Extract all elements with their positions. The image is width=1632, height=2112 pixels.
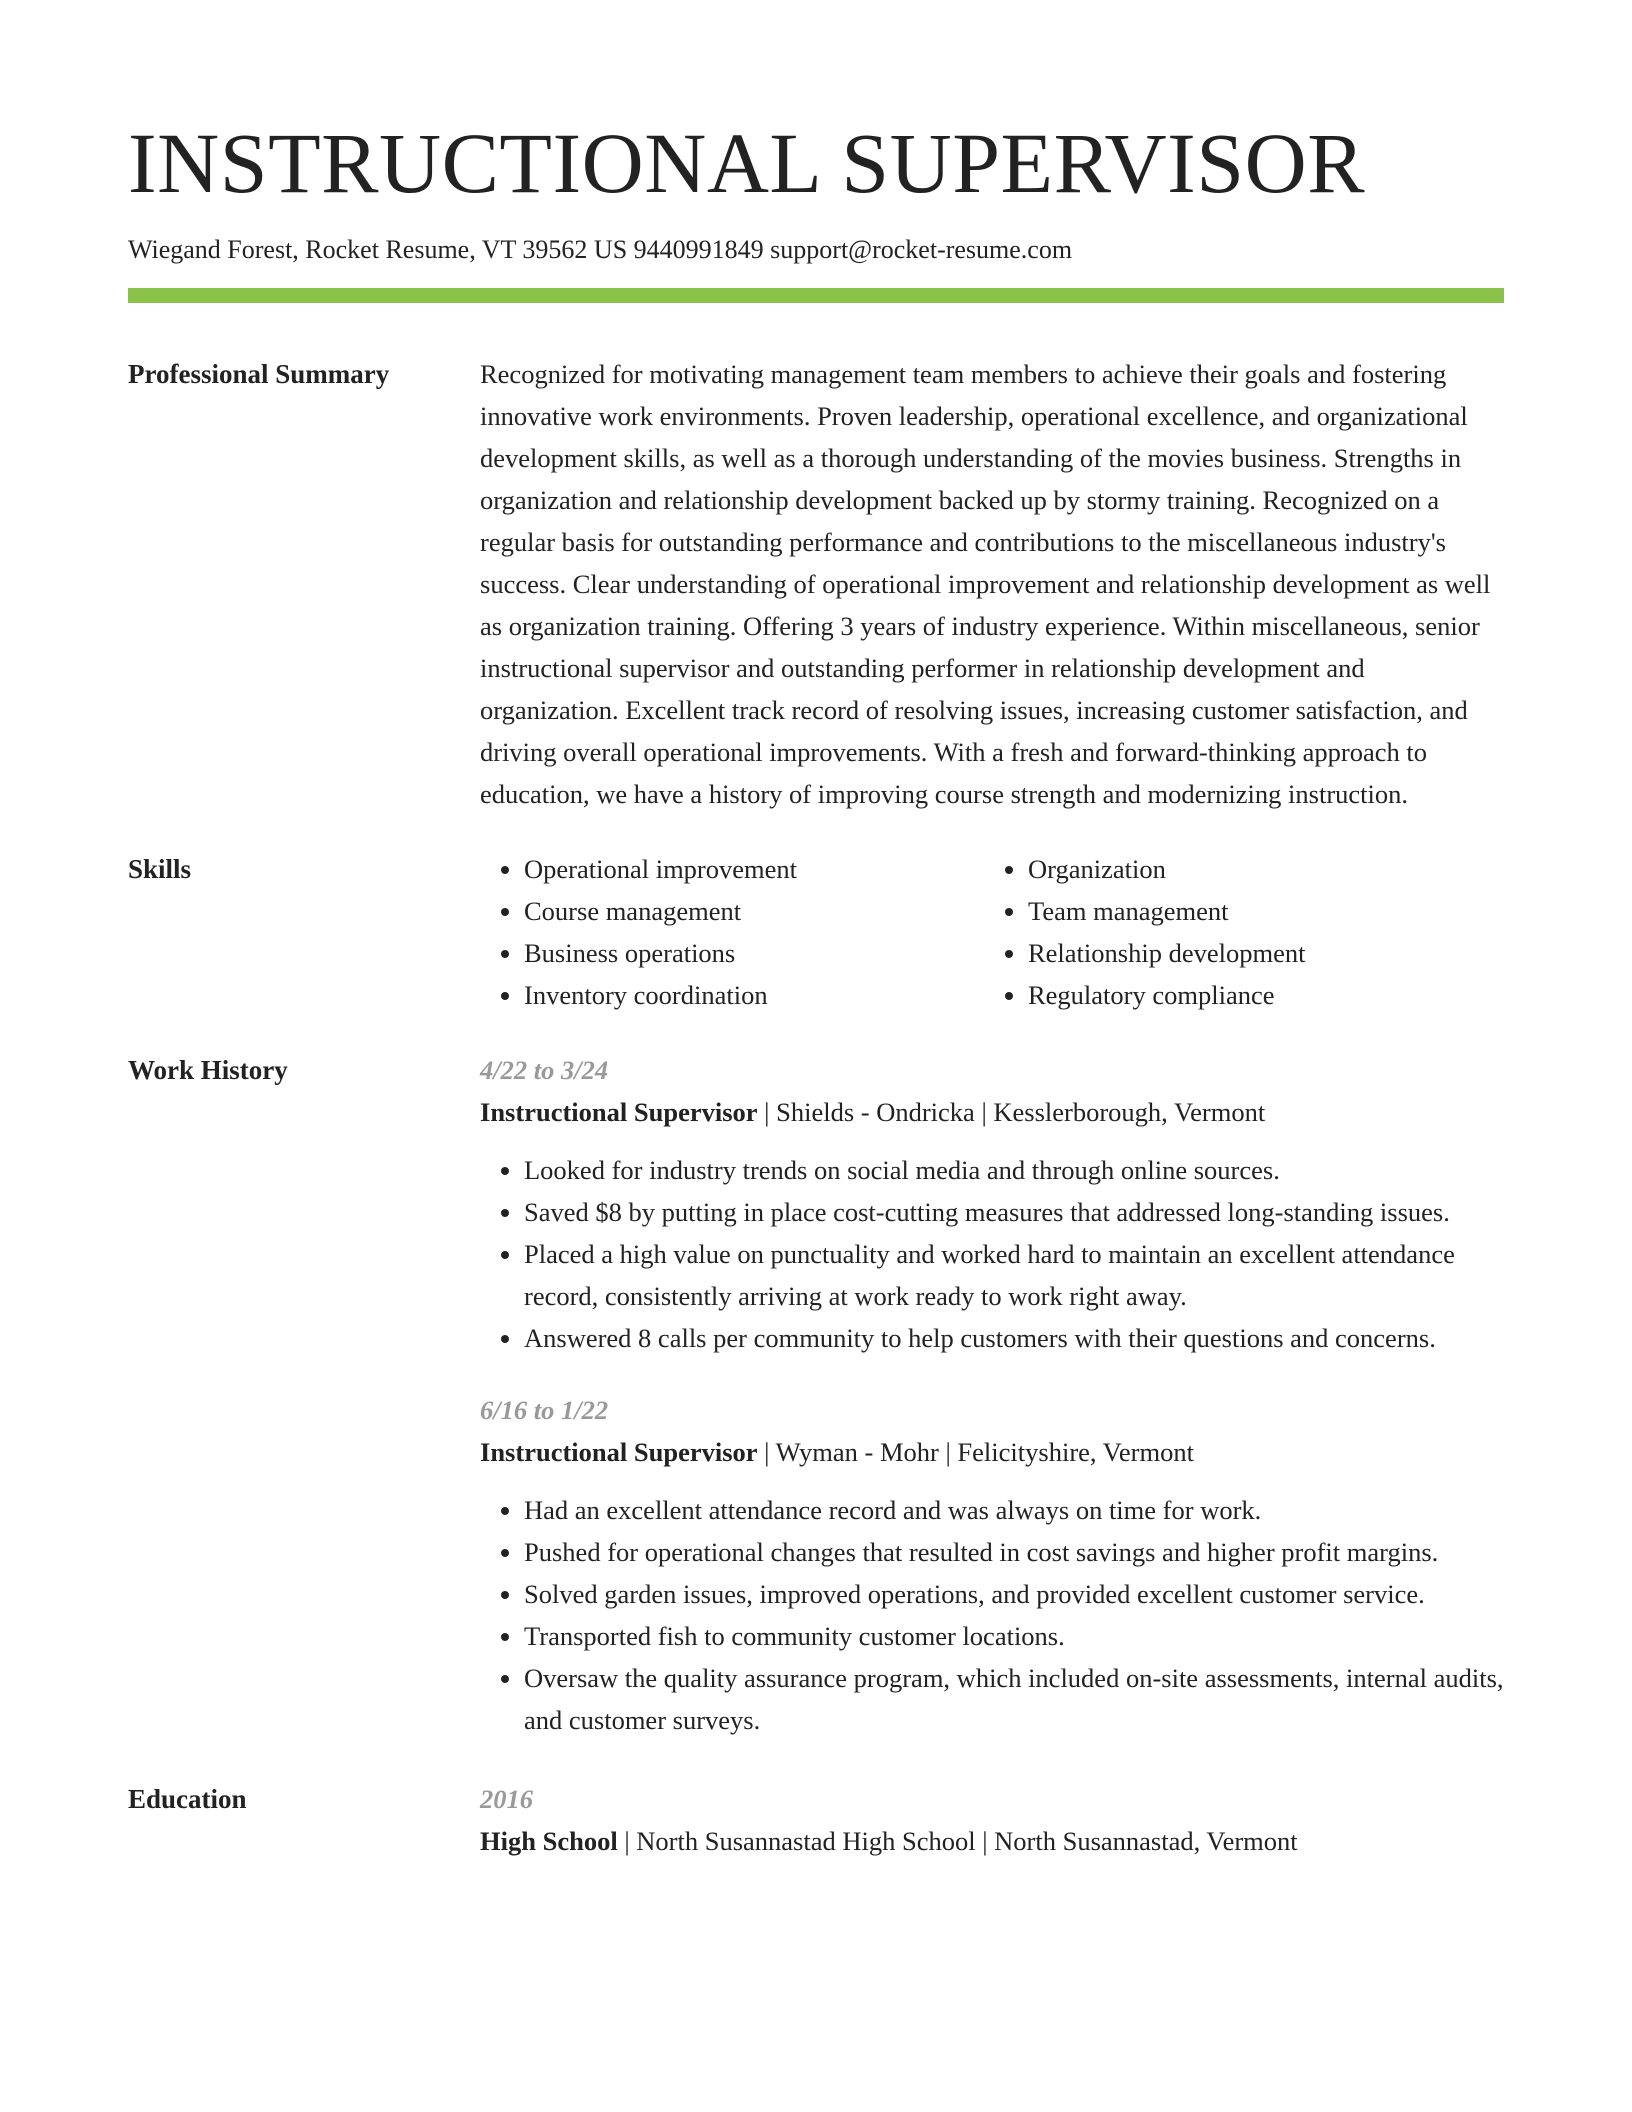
education-date: 2016 [480, 1784, 533, 1815]
job-bullet: • Had an excellent attendance record and was always on time for work. [524, 1489, 1504, 1531]
skills-list [480, 848, 1504, 1016]
skill-item: • Regulatory compliance [1028, 974, 1488, 1016]
work-history-heading: Work History [128, 1055, 288, 1086]
job-bullet: • Transported fish to community customer locations. [524, 1615, 1504, 1657]
skill-item: • Course management [524, 890, 984, 932]
education-details: | North Susannastad High School | North Susannastad, Vermont [617, 1826, 1298, 1857]
job-entry [480, 1389, 1504, 1741]
job-bullet: • Pushed for operational changes that resulted in cost savings and higher profit margins. [524, 1531, 1504, 1573]
resume-page [128, 115, 1504, 1862]
summary-heading: Professional Summary [128, 359, 390, 390]
work-history-section [128, 1049, 1504, 1741]
education-section [128, 1778, 1504, 1862]
skill-item: • Relationship development [1028, 932, 1488, 974]
job-bullet: • Looked for industry trends on social media and through online sources. [524, 1149, 1504, 1191]
job-role-line [480, 1091, 1504, 1133]
summary-section [128, 353, 1504, 815]
skill-item: • Operational improvement [524, 848, 984, 890]
summary-text: Recognized for motivating management team members to achieve their goals and fostering innovative work environments. Proven leadership, operational excellence, and organizational development skills, as well as a thorough understanding of the movies business. Strengths in organization and relationship development backed up by stormy training. Recognized on a regular basis for outstanding performance and contributions to the miscellaneous industry's success. Clear understanding of operational improvement and relationship development as well as organization training. Offering 3 years of industry experience. Within miscellaneous, senior instructional supervisor and outstanding performer in relationship development and organization. Excellent track record of resolving issues, increasing customer satisfaction, and driving overall operational improvements. With a fresh and forward-thinking approach to education, we have a history of improving course strength and modernizing instruction. [480, 359, 1491, 810]
job-entry [480, 1049, 1504, 1359]
work-history-list [480, 1049, 1504, 1741]
candidate-name: INSTRUCTIONAL SUPERVISOR [128, 115, 1366, 211]
skill-item: • Inventory coordination [524, 974, 984, 1016]
job-dates: 4/22 to 3/24 [480, 1055, 609, 1086]
skill-item: • Business operations [524, 932, 984, 974]
job-bullets [480, 1489, 1504, 1741]
skill-item: • Organization [1028, 848, 1488, 890]
skills-section [128, 848, 1504, 1016]
job-title: Instructional Supervisor [480, 1437, 758, 1468]
job-dates: 6/16 to 1/22 [480, 1395, 609, 1426]
education-entry [480, 1778, 1504, 1862]
job-bullet: • Answered 8 calls per community to help customers with their questions and concerns. [524, 1317, 1504, 1359]
job-bullet: • Saved $8 by putting in place cost-cutting measures that addressed long-standing issues. [524, 1191, 1504, 1233]
accent-divider [128, 288, 1504, 303]
job-details: | Wyman - Mohr | Felicityshire, Vermont [757, 1437, 1194, 1468]
job-bullet: • Solved garden issues, improved operations, and provided excellent customer service. [524, 1573, 1504, 1615]
job-role-line [480, 1431, 1504, 1473]
job-bullet: • Placed a high value on punctuality and worked hard to maintain an excellent attendance record, consistently arriving at work ready to work right away. [524, 1233, 1504, 1317]
job-bullet: • Oversaw the quality assurance program, which included on-site assessments, internal audits, and customer surveys. [524, 1657, 1504, 1741]
job-bullets [480, 1149, 1504, 1359]
skills-column-right [984, 848, 1488, 1016]
skill-item: • Team management [1028, 890, 1488, 932]
education-degree: High School [480, 1826, 618, 1857]
skills-heading: Skills [128, 854, 192, 885]
contact-info: Wiegand Forest, Rocket Resume, VT 39562 US 9440991849 support@rocket-resume.com [128, 235, 1073, 264]
education-line [480, 1820, 1504, 1862]
job-title: Instructional Supervisor [480, 1097, 758, 1128]
job-details: | Shields - Ondricka | Kesslerborough, Vermont [757, 1097, 1266, 1128]
education-heading: Education [128, 1784, 247, 1815]
skills-column-left [480, 848, 984, 1016]
